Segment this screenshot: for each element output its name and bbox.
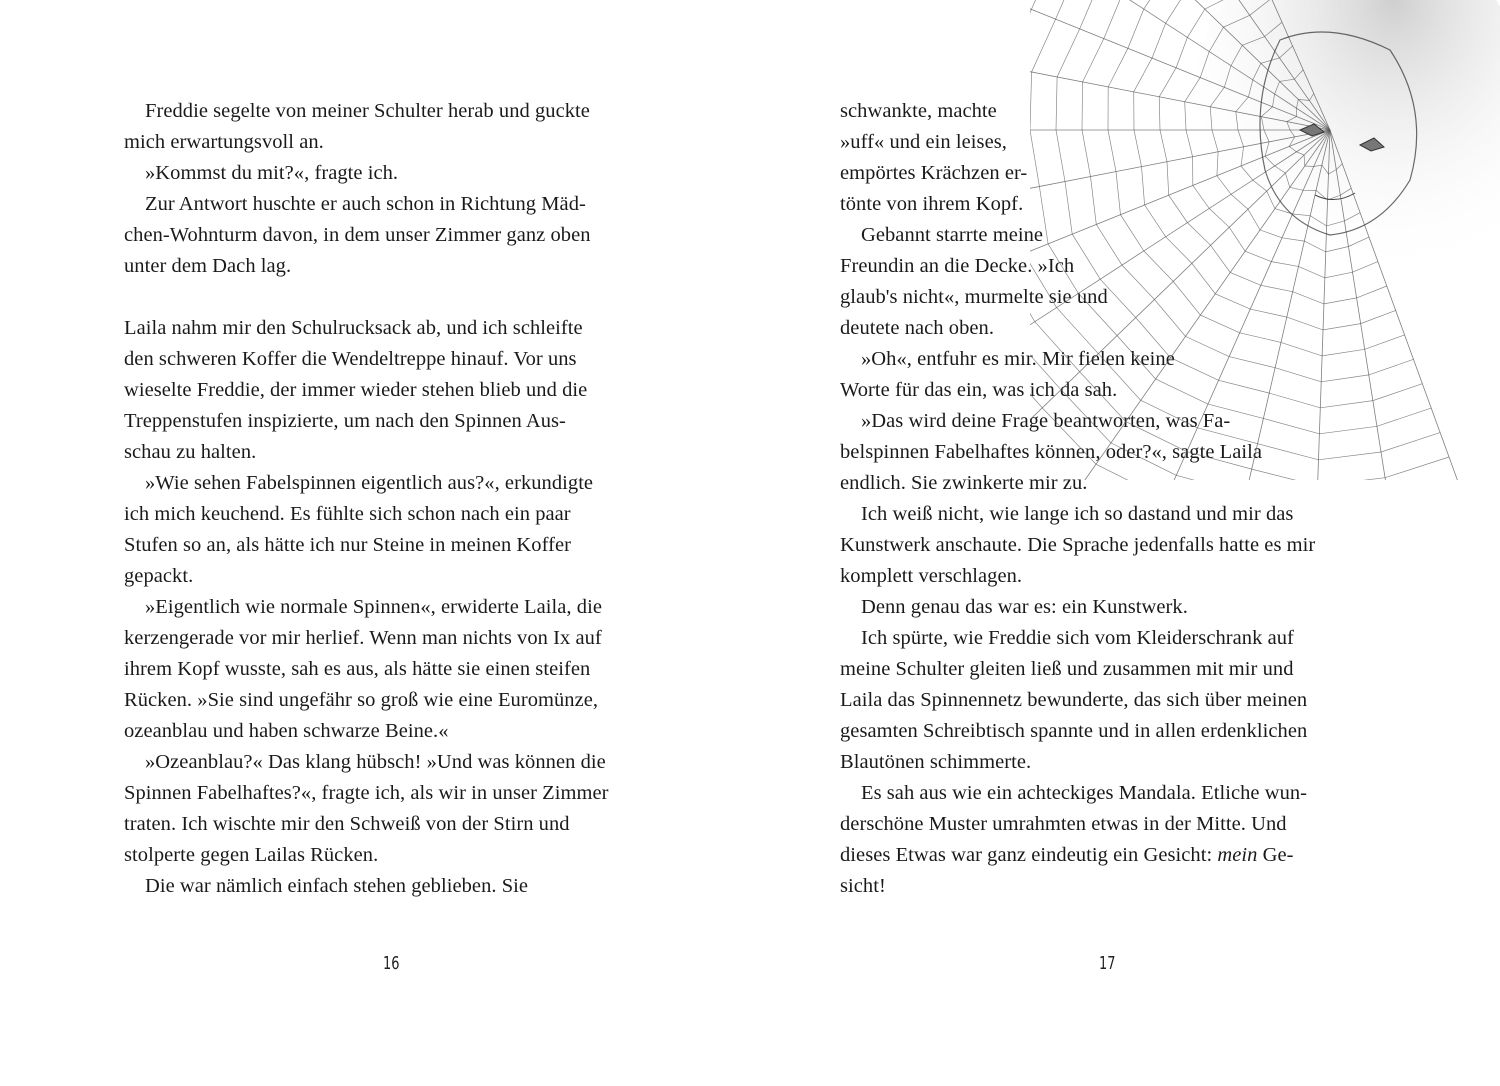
text-line: Laila nahm mir den Schulrucksack ab, und ich schleifte [124, 317, 583, 339]
text-run: dieses Etwas war ganz eindeutig ein Gesicht: [840, 844, 1218, 866]
text-line: deutete nach oben. [840, 317, 995, 339]
text-line: Treppenstufen inspizierte, um nach den Spinnen Aus- [124, 410, 566, 432]
text-line: tönte von ihrem Kopf. [840, 193, 1024, 215]
text-run: Ge- [1257, 844, 1294, 866]
text-line [840, 840, 1400, 871]
text-line: chen-Wohnturm davon, in dem unser Zimmer ganz oben [124, 224, 591, 246]
text-line: Kunstwerk anschaute. Die Sprache jedenfalls hatte es mir [840, 534, 1316, 556]
text-line: ihrem Kopf wusste, sah es aus, als hätte sie einen steifen [124, 658, 591, 680]
text-line: unter dem Dach lag. [124, 255, 292, 277]
text-line: »Oh«, entfuhr es mir. Mir fielen keine [861, 348, 1175, 370]
text-line: Worte für das ein, was ich da sah. [840, 379, 1118, 401]
text-line: empörtes Krächzen er- [840, 162, 1028, 184]
text-line: Rücken. »Sie sind ungefähr so groß wie eine Euromünze, [124, 689, 599, 711]
text-line: ozeanblau und haben schwarze Beine.« [124, 720, 449, 742]
text-line: Spinnen Fabelhaftes?«, fragte ich, als wir in unser Zimmer [124, 782, 609, 804]
text-line: wieselte Freddie, der immer wieder stehen blieb und die [124, 379, 588, 401]
text-line: sicht! [840, 875, 886, 897]
text-line: »Kommst du mit?«, fragte ich. [145, 162, 399, 184]
text-line: Die war nämlich einfach stehen geblieben. Sie [145, 875, 529, 897]
text-line: meine Schulter gleiten ließ und zusammen mit mir und [840, 658, 1294, 680]
text-line: derschöne Muster umrahmten etwas in der Mitte. Und [840, 813, 1287, 835]
text-line: »uff« und ein leises, [840, 131, 1007, 153]
text-line: Zur Antwort huschte er auch schon in Richtung Mäd- [145, 193, 586, 215]
text-line: Freundin an die Decke. »Ich [840, 255, 1075, 277]
text-line: glaub's nicht«, murmelte sie und [840, 286, 1108, 308]
text-line: Es sah aus wie ein achteckiges Mandala. Etliche wun- [861, 782, 1308, 804]
emphasis-word: mein [1217, 844, 1258, 866]
text-line: Laila das Spinnennetz bewunderte, das sich über meinen [840, 689, 1308, 711]
text-line: belspinnen Fabelhaftes können, oder?«, sagte Laila [840, 441, 1263, 463]
page-number-left: 16 [383, 953, 400, 974]
text-line: ich mich keuchend. Es fühlte sich schon nach ein paar [124, 503, 571, 525]
text-line: Ich spürte, wie Freddie sich vom Kleiderschrank auf [861, 627, 1294, 649]
text-line: Freddie segelte von meiner Schulter herab und guckte [145, 100, 590, 122]
text-line: gepackt. [124, 565, 194, 587]
text-line: Stufen so an, als hätte ich nur Steine in meinen Koffer [124, 534, 571, 556]
text-line: den schweren Koffer die Wendeltreppe hinauf. Vor uns [124, 348, 577, 370]
text-line: Blautönen schimmerte. [840, 751, 1032, 773]
text-line: Denn genau das war es: ein Kunstwerk. [861, 596, 1188, 618]
text-line: »Das wird deine Frage beantworten, was Fa- [861, 410, 1231, 432]
text-line: gesamten Schreibtisch spannte und in allen erdenklichen [840, 720, 1308, 742]
left-page-text [124, 96, 684, 902]
text-line: »Wie sehen Fabelspinnen eigentlich aus?«, erkundigte [145, 472, 594, 494]
text-line: schwankte, machte [840, 100, 997, 122]
text-line: kerzengerade vor mir herlief. Wenn man nichts von Ix auf [124, 627, 602, 649]
text-line: mich erwartungsvoll an. [124, 131, 324, 153]
text-line: Ich weiß nicht, wie lange ich so dastand und mir das [861, 503, 1294, 525]
text-line: »Eigentlich wie normale Spinnen«, erwiderte Laila, die [145, 596, 602, 618]
spiderweb-face-icon [1030, 0, 1500, 480]
text-line [124, 282, 684, 313]
text-line: traten. Ich wischte mir den Schweiß von der Stirn und [124, 813, 570, 835]
page-number-right: 17 [1099, 953, 1116, 974]
text-line: »Ozeanblau?« Das klang hübsch! »Und was können die [145, 751, 606, 773]
text-line: endlich. Sie zwinkerte mir zu. [840, 472, 1088, 494]
web-stroke [1190, 0, 1500, 320]
text-line: stolperte gegen Lailas Rücken. [124, 844, 379, 866]
text-line: schau zu halten. [124, 441, 257, 463]
text-line: Gebannt starrte meine [861, 224, 1044, 246]
text-line: komplett verschlagen. [840, 565, 1023, 587]
